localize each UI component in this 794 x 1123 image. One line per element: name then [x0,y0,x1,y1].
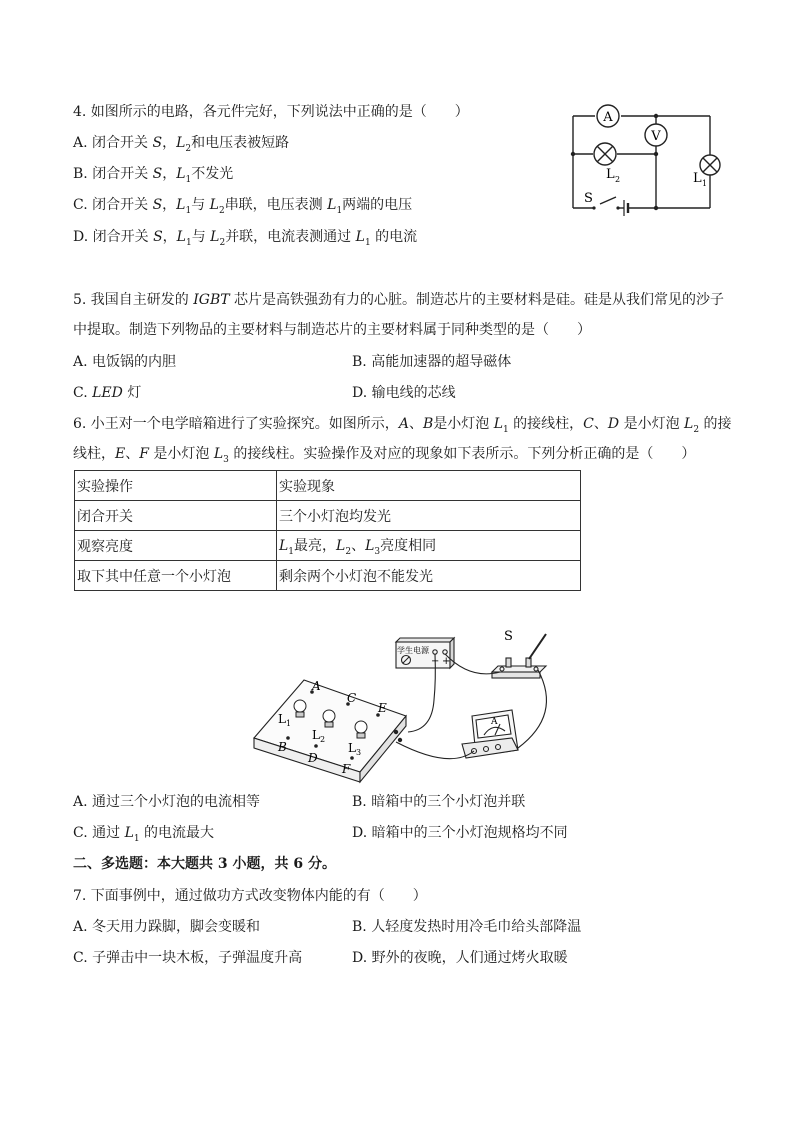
bulb-l2-sub: 2 [320,735,326,744]
table-cell: 闭合开关 [75,501,277,531]
terminal-b-label: B [278,740,287,754]
table-header-cell: 实验现象 [277,471,581,501]
q5-option-b: B. 高能加速器的超导磁体 [352,354,512,370]
q5-stem-line1: 5. 我国自主研发的 IGBT 芯片是高铁强劲有力的心脏。制造芯片的主要材料是硅。硅是从我们常见的沙子 [73,292,725,308]
q5-stem-line2: 中提取。制造下列物品的主要材料与制造芯片的主要材料属于同种类型的是（ ） [73,322,591,338]
q7-option-b: B. 人轻度发热时用冷毛巾给头部降温 [352,919,582,935]
q7-option-a: A. 冬天用力跺脚，脚会变暖和 [73,919,261,935]
terminal-a-label: A [312,679,321,693]
q7-stem: 7. 下面事例中，通过做功方式改变物体内能的有（ ） [73,888,427,904]
section-heading-multiple-choice: 二、多选题：本大题共 3 小题，共 6 分。 [73,856,336,872]
q5-option-d: D. 输电线的芯线 [352,385,456,401]
bulb-l3-sub: 3 [356,748,362,757]
bulb-l1-label: L [278,712,286,726]
voltmeter-label: V [651,129,661,144]
power-plus-label: + [442,656,451,667]
q6-stem-line2: 线柱，E、F 是小灯泡 $L_3$ 的接线柱。实验操作及对应的现象如下表所示。下列分析正确的是（ ） [73,446,696,465]
lamp1-label: L [693,171,702,186]
q4-stem: 4. 如图所示的电路，各元件完好，下列说法中正确的是（ ） [73,104,469,120]
switch-s-label: S [504,629,513,644]
q6-blackbox-figure [250,620,560,785]
ammeter-a-label: A [491,717,498,727]
table-row [75,531,581,561]
q6-experiment-table [74,470,581,591]
q5-option-a: A. 电饭锅的内胆 [73,354,177,370]
ammeter-label: A [603,110,613,125]
bulb-l1-sub: 1 [286,719,292,728]
lamp2-sub: 2 [615,175,621,184]
terminal-e-label: E [378,701,387,715]
q6-option-d: D. 暗箱中的三个小灯泡规格均不同 [352,825,568,841]
q7-option-c: C. 子弹击中一块木板，子弹温度升高 [73,950,303,966]
bulb-l2-label: L [312,728,320,742]
q6-option-a: A. 通过三个小灯泡的电流相等 [73,794,261,810]
lamp1-sub: 1 [702,179,708,188]
q4-circuit-diagram [560,100,730,220]
bulb-l3-label: L [348,741,356,755]
table-cell: 取下其中任意一个小灯泡 [75,561,277,591]
table-row [75,561,581,591]
q5-option-c: C. LED 灯 [73,385,142,401]
table-header-row [75,471,581,501]
power-supply-label: 学生电源 [397,646,429,655]
q6-option-c: C. 通过 $L_1$ 的电流最大 [73,825,215,844]
q4-option-b: B. 闭合开关 S，$L_1$不发光 [73,166,234,185]
table-row [75,501,581,531]
q6-stem-line1: 6. 小王对一个电学暗箱进行了实验探究。如图所示，A、B是小灯泡 $L_1$ 的接线柱，C、D 是小灯泡 $L_2$ 的接 [73,416,732,435]
power-minus-label: − [431,656,440,667]
lamp2-label: L [606,167,615,182]
table-cell: 三个小灯泡均发光 [277,501,581,531]
q7-option-d: D. 野外的夜晚，人们通过烤火取暖 [352,950,568,966]
table-cell: 剩余两个小灯泡不能发光 [277,561,581,591]
switch-label: S [584,191,593,206]
terminal-f-label: F [342,762,351,776]
terminal-d-label: D [308,751,318,765]
terminal-c-label: C [347,691,357,705]
q4-option-d: D. 闭合开关 S，$L_1$与 $L_2$并联，电流表测通过 $L_1$ 的电流 [73,229,418,248]
q6-option-b: B. 暗箱中的三个小灯泡并联 [352,794,526,810]
table-cell: 观察亮度 [75,531,277,561]
table-cell: $L_1$最亮，$L_2$、$L_3$亮度相同 [277,531,581,561]
q4-option-a: A. 闭合开关 S，$L_2$和电压表被短路 [73,135,290,154]
q4-option-c: C. 闭合开关 S，$L_1$与 $L_2$串联，电压表测 $L_1$两端的电压 [73,197,413,216]
table-header-cell: 实验操作 [75,471,277,501]
